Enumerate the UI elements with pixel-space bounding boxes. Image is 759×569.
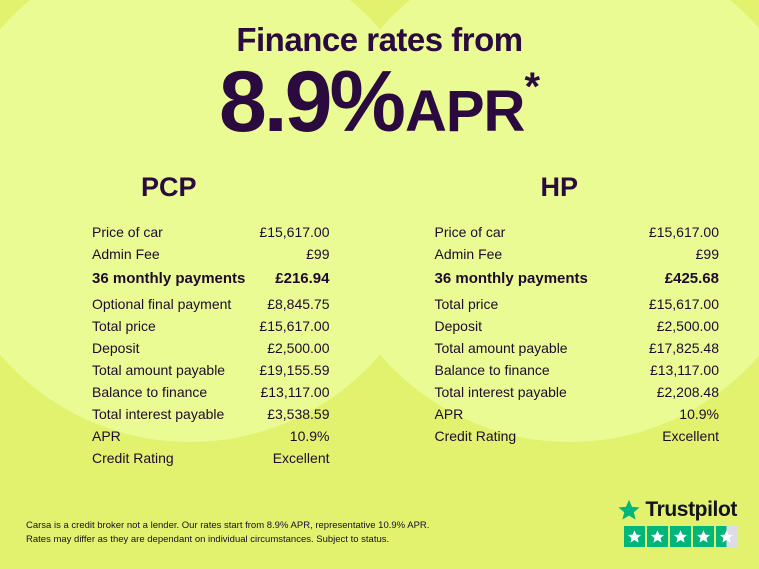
row-label: Optional final payment [92,295,232,312]
table-row [92,243,330,265]
table-row [92,425,330,447]
table-row [92,221,330,243]
row-value: Excellent [662,427,719,444]
table-row [92,403,330,425]
row-label: APR [92,427,121,444]
row-value: £3,538.59 [267,405,330,422]
table-row [435,381,720,403]
star-icon [693,526,714,547]
row-label: Credit Rating [92,449,174,466]
table-row [92,381,330,403]
row-value: £15,617.00 [648,223,719,240]
pcp-rows [0,221,380,469]
row-value: £8,845.75 [267,295,330,312]
row-label: Price of car [92,223,163,240]
row-label: APR [434,405,464,422]
row-label: Deposit [92,339,140,356]
row-value: Excellent [272,449,330,466]
table-row [435,243,720,265]
column-title-hp: HP [540,171,578,202]
row-value: £99 [306,245,330,262]
row-value: £13,117.00 [260,383,330,400]
table-row [92,337,330,359]
table-row [92,293,330,315]
table-row [435,425,720,447]
row-value: £216.94 [275,269,330,287]
row-label: Total amount payable [434,339,568,356]
footnote-line-1: Carsa is a credit broker not a lender. Our rates start from 8.9% APR, representative 10.9% APR. [26,519,430,531]
row-label: Total interest payable [434,383,567,400]
row-value: £2,500.00 [267,339,330,356]
row-value: £2,500.00 [656,317,719,334]
row-label: Price of car [434,223,506,240]
headline-rate [0,54,759,151]
row-label: Total price [92,317,156,334]
table-row [435,403,720,425]
comparison-columns [0,172,759,469]
table-row [92,359,330,381]
row-label: Admin Fee [92,245,160,262]
row-value: £99 [695,245,719,262]
row-label: 36 monthly payments [92,269,246,287]
row-label: Total amount payable [92,361,226,378]
trustpilot-name: Trustpilot [645,498,737,521]
table-row [435,221,720,243]
footnote-line-2: Rates may differ as they are dependant on individual circumstances. Subject to status. [26,533,390,545]
table-row [92,447,330,469]
rate-number: 8.9% [218,54,403,151]
table-row [92,265,330,293]
row-value: £15,617.00 [259,223,330,240]
row-value: 10.9% [289,427,330,444]
row-value: £17,825.48 [648,339,719,356]
row-label: Total price [434,295,499,312]
column-title-pcp: PCP [140,171,197,202]
row-value: £425.68 [664,269,719,287]
column-pcp [0,172,380,469]
table-row [435,293,720,315]
star-half-icon [716,526,737,547]
table-row [435,265,720,293]
trustpilot-badge[interactable] [618,498,737,547]
hp-rows [380,221,759,447]
table-row [92,315,330,337]
column-hp [380,172,759,469]
row-label: Deposit [434,317,482,334]
row-value: £13,117.00 [649,361,719,378]
rate-asterisk: * [524,65,541,110]
row-label: Balance to finance [434,361,550,378]
trustpilot-logo-row [618,498,737,522]
table-row [435,337,720,359]
row-value: £2,208.48 [656,383,719,400]
row-value: 10.9% [679,405,719,422]
table-row [435,315,720,337]
star-icon [624,526,645,547]
rate-apr-label: APR [404,79,525,145]
trustpilot-star-icon [618,499,640,521]
row-label: Balance to finance [92,383,208,400]
row-value: £19,155.59 [259,361,330,378]
table-row [435,359,720,381]
footnote [26,519,429,548]
row-label: 36 monthly payments [434,269,588,287]
star-icon [647,526,668,547]
star-icon [670,526,691,547]
row-value: £15,617.00 [648,295,719,312]
trustpilot-rating-stars [618,526,737,547]
row-label: Credit Rating [434,427,517,444]
row-label: Admin Fee [434,245,503,262]
row-label: Total interest payable [92,405,225,422]
page-title: Finance rates from [236,21,523,58]
row-value: £15,617.00 [259,317,330,334]
